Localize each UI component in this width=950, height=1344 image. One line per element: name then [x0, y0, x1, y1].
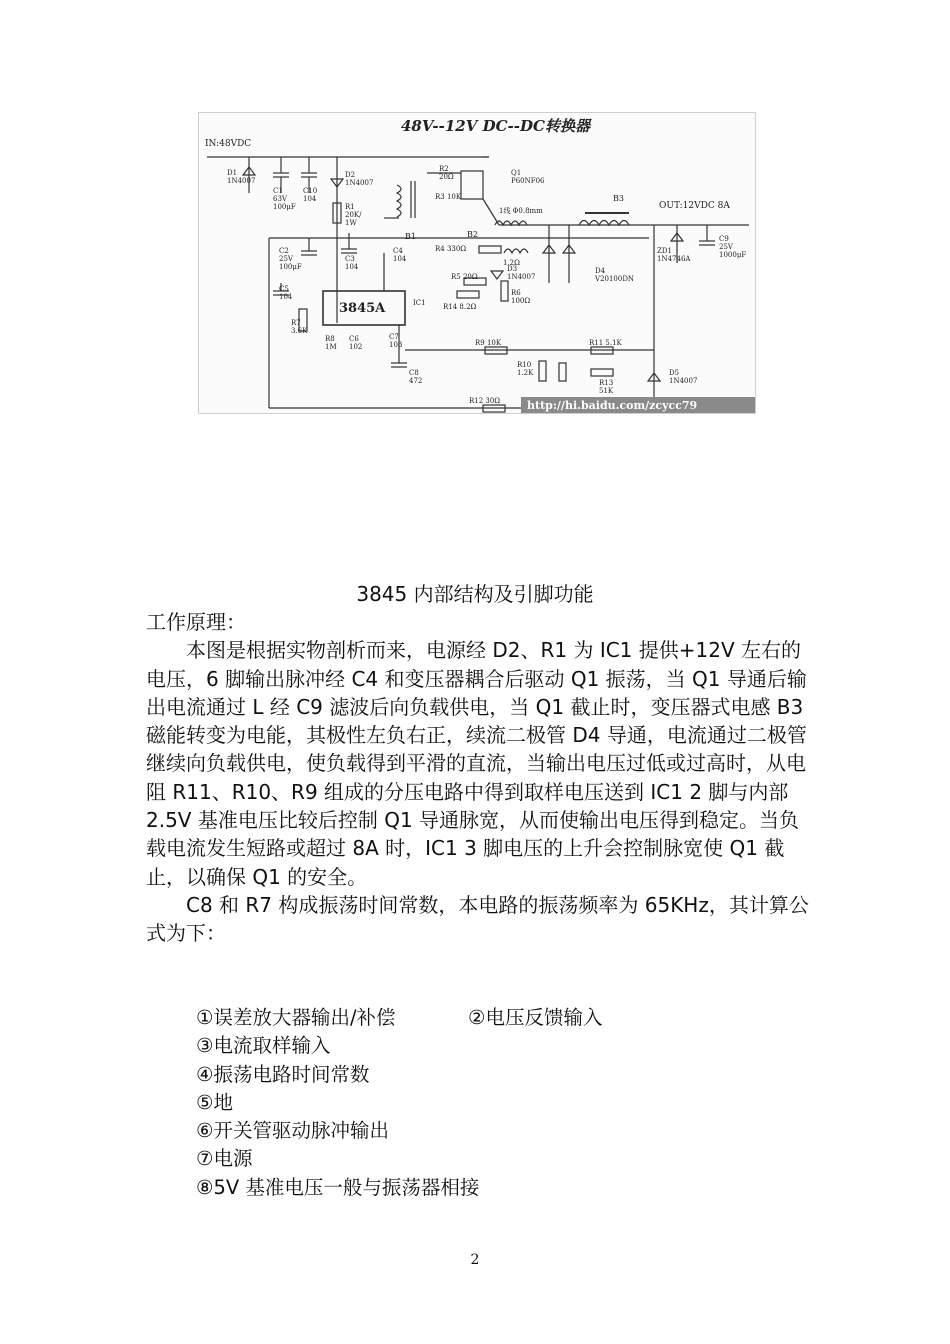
- label-r6: R6 100Ω: [511, 289, 531, 305]
- circuit-title: 48V--12V DC--DC转换器: [401, 117, 590, 135]
- ic-ref: IC1: [413, 299, 426, 307]
- label-r11: R11 5.1K: [589, 339, 622, 347]
- pin-row: [196, 1004, 756, 1032]
- label-c4: C4 104: [393, 247, 407, 263]
- pin-item: ⑧5V 基准电压一般与振荡器相接: [196, 1175, 480, 1199]
- label-q1: Q1 P60NF06: [511, 169, 545, 185]
- label-c1: C1 63V 100μF: [273, 187, 296, 211]
- label-c8: C8 472: [409, 369, 423, 385]
- label-r13: R13 51K: [599, 379, 614, 395]
- pin-item: ①误差放大器输出/补偿: [196, 1006, 396, 1029]
- watermark-text: http://hi.baidu.com/zcycc79: [527, 399, 698, 412]
- pin-item: ③电流取样输入: [196, 1034, 331, 1058]
- paragraph-principle: 本图是根据实物剖析而来，电源经 D2、R1 为 IC1 提供+12V 左右的电压，6 脚输出脉冲经 C4 和变压器耦合后驱动 Q1 振荡，当 Q1 导通后输出电流通过 L 经 C9 滤波后向负载供电，当 Q1 截止时，变压器式电感 B3 磁能转变为电能，其极性左负右正，续流二极管 D4 导通，电流通过二极管继续向负载供电，使负载得到平滑的直流，当输出电压过低或过高时，从电阻 R11、R10、R9 组成的分压电路中得到取样电压送到 IC1 2 脚与内部 2.5V 基准电压比较后控制 Q1 导通脉宽，从而使输出电压得到稳定。当负载电流发生短路或超过 8A 时，IC1 3 脚电压的上升会控制脉宽使 Q1 截止，以确保 Q1 的安全。: [146, 638, 807, 889]
- pin-item: ④振荡电路时间常数: [196, 1062, 370, 1086]
- label-d4: D4 V20100DN: [595, 267, 635, 283]
- label-c2: C2 25V 100μF: [279, 247, 302, 271]
- label-r2: R2 20Ω: [439, 165, 454, 181]
- pin-item: ⑤地: [196, 1090, 233, 1114]
- pin-function-list: [196, 1004, 756, 1202]
- label-c6: C6 102: [349, 335, 363, 351]
- pin-item: ⑥开关管驱动脉冲输出: [196, 1119, 389, 1143]
- label-r8: R8 1M: [325, 335, 337, 351]
- pin-item: ②电压反馈输入: [468, 1006, 603, 1029]
- pin-item: ⑦电源: [196, 1147, 253, 1171]
- label-b2: B2: [467, 230, 478, 239]
- body-text: [146, 608, 814, 948]
- label-c7: C7 103: [389, 333, 403, 349]
- label-r3: R3 10K: [435, 193, 462, 201]
- section-heading: 工作原理：: [146, 610, 246, 634]
- circuit-diagram: [198, 112, 756, 414]
- label-zd1: ZD1 1N4746A: [657, 247, 691, 263]
- ic-label: 3845A: [339, 301, 386, 316]
- label-c10: C10 104: [303, 187, 318, 203]
- label-d2: D2 1N4007: [345, 171, 374, 187]
- label-r9: R9 10K: [475, 339, 502, 347]
- label-d3: D3 1N4007: [507, 265, 536, 281]
- label-r14: R14 8.2Ω: [443, 303, 477, 311]
- label-wire: 1线 Φ0.8mm: [499, 207, 543, 215]
- input-label: IN:48VDC: [205, 139, 252, 149]
- label-b3: B3: [613, 194, 624, 203]
- paragraph-oscillation: C8 和 R7 构成振荡时间常数，本电路的振荡频率为 65KHz，其计算公式为下：: [146, 892, 809, 946]
- label-wire2: 1.2Ω: [503, 259, 520, 267]
- label-c5: C5 104: [279, 285, 293, 301]
- circuit-svg: [199, 113, 755, 413]
- label-r1: R1 20K/ 1W: [345, 203, 362, 227]
- label-r5: R5 20Ω: [451, 273, 478, 281]
- label-r7: R7 3.6K: [291, 319, 308, 335]
- output-label: OUT:12VDC 8A: [659, 201, 730, 211]
- figure-caption: 3845 内部结构及引脚功能: [356, 582, 594, 606]
- label-b1: B1: [405, 232, 416, 241]
- label-r4: R4 330Ω: [435, 245, 467, 253]
- label-c3: C3 104: [345, 255, 359, 271]
- label-d5: D5 1N4007: [669, 369, 698, 385]
- label-c9: C9 25V 1000μF: [719, 235, 747, 259]
- label-r12: R12 30Ω: [469, 397, 501, 405]
- label-d1: D1 1N4007: [227, 169, 256, 185]
- label-r10: R10 1.2K: [517, 361, 534, 377]
- page-number: 2: [470, 1252, 480, 1268]
